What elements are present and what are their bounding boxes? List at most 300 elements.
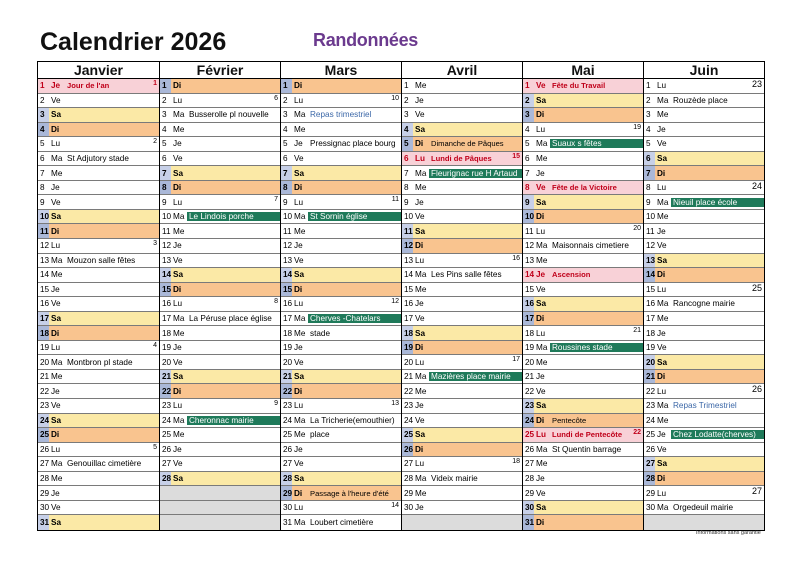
- day-cell: [38, 428, 159, 443]
- day-number: 3: [404, 110, 409, 120]
- day-number: 9: [404, 197, 409, 207]
- day-name: Ma: [657, 95, 669, 105]
- day-cell: [160, 515, 280, 530]
- day-cell: [160, 355, 280, 370]
- day-number: 29: [404, 488, 414, 498]
- day-number: 29: [40, 488, 50, 498]
- day-cell: [160, 428, 280, 443]
- day-cell: [523, 283, 643, 298]
- day-cell: [644, 239, 764, 254]
- day-cell: [402, 341, 522, 356]
- day-name: Sa: [415, 328, 426, 338]
- day-name: Je: [51, 488, 60, 498]
- day-name: Me: [51, 474, 63, 484]
- day-number: 14: [162, 270, 172, 280]
- day-cell: [644, 152, 764, 167]
- day-cell: [281, 166, 401, 181]
- day-name: Me: [657, 314, 669, 324]
- day-cell: [644, 384, 764, 399]
- day-name: Me: [51, 372, 63, 382]
- day-number: 29: [646, 488, 656, 498]
- day-cell: [644, 195, 764, 210]
- day-name: Je: [657, 328, 666, 338]
- day-cell: [644, 283, 764, 298]
- day-cell: [523, 457, 643, 472]
- day-name: Sa: [173, 270, 184, 280]
- day-number: 30: [525, 503, 535, 513]
- day-name: Lu: [657, 386, 667, 396]
- day-number: 15: [283, 284, 293, 294]
- day-cell: [160, 79, 280, 94]
- day-name: Ma: [294, 110, 306, 120]
- month-header: Janvier: [38, 62, 159, 79]
- day-number: 20: [162, 357, 172, 367]
- day-name: Me: [51, 168, 63, 178]
- day-cell: [644, 254, 764, 269]
- day-number: 4: [404, 124, 409, 134]
- day-cell: [38, 326, 159, 341]
- week-number: 3: [153, 240, 157, 248]
- day-number: 1: [525, 81, 530, 91]
- day-cell: [160, 399, 280, 414]
- day-name: Di: [415, 444, 424, 454]
- day-cell: [644, 399, 764, 414]
- day-name: Ve: [536, 488, 546, 498]
- day-name: Sa: [536, 401, 547, 411]
- day-cell: [644, 297, 764, 312]
- day-name: Je: [415, 503, 424, 513]
- day-cell: [523, 384, 643, 399]
- day-number: 9: [525, 197, 530, 207]
- day-name: Je: [415, 401, 424, 411]
- day-name: Ma: [173, 314, 185, 324]
- event-label: Fleurignac rue H Artaud: [429, 169, 522, 178]
- day-number: 23: [40, 401, 50, 411]
- day-name: Ma: [536, 139, 548, 149]
- event-label: Ascension: [552, 270, 591, 280]
- day-number: 30: [40, 503, 50, 513]
- day-cell: [644, 428, 764, 443]
- day-name: Je: [415, 197, 424, 207]
- day-name: Di: [173, 284, 182, 294]
- day-number: 17: [404, 314, 414, 324]
- week-number: 1: [153, 80, 157, 87]
- week-number: 22: [633, 429, 641, 437]
- day-cell: [281, 79, 401, 94]
- day-name: Lu: [657, 284, 667, 294]
- event-label: La Péruse place église: [189, 314, 272, 324]
- day-cell: [644, 370, 764, 385]
- day-name: Lu: [415, 459, 425, 469]
- day-cell: [644, 181, 764, 196]
- day-number: 2: [646, 95, 651, 105]
- day-number: 8: [162, 183, 167, 193]
- day-number: 16: [283, 299, 293, 309]
- day-number: 13: [283, 255, 293, 265]
- day-number: 28: [525, 474, 535, 484]
- day-number: 11: [283, 226, 292, 236]
- day-name: Ve: [415, 415, 425, 425]
- event-label: Fête du Travail: [552, 81, 606, 91]
- day-name: Sa: [536, 503, 547, 513]
- day-cell: [402, 79, 522, 94]
- day-cell: [160, 341, 280, 356]
- day-number: 7: [40, 168, 45, 178]
- day-name: Lu: [51, 343, 61, 353]
- day-name: Ma: [294, 314, 306, 324]
- day-number: 23: [162, 401, 172, 411]
- day-cell: [38, 384, 159, 399]
- day-name: Di: [51, 430, 60, 440]
- day-name: Me: [173, 430, 185, 440]
- day-number: 18: [404, 328, 414, 338]
- day-number: 10: [646, 212, 656, 222]
- day-cell: [644, 355, 764, 370]
- day-name: Lu: [415, 357, 425, 367]
- day-cell: [38, 370, 159, 385]
- day-number: 6: [162, 154, 167, 163]
- day-cell: [160, 166, 280, 181]
- day-name: Ve: [173, 154, 183, 163]
- day-name: Lu: [51, 241, 61, 251]
- event-label: Fête de la Victoire: [552, 183, 617, 193]
- day-cell: [160, 94, 280, 109]
- day-cell: [160, 181, 280, 196]
- day-name: Ma: [657, 401, 669, 411]
- day-number: 8: [40, 183, 45, 193]
- day-name: Ma: [173, 110, 185, 120]
- event-label: stade: [310, 328, 331, 338]
- event-label: Mouzon salle fêtes: [67, 255, 136, 265]
- day-number: 31: [525, 518, 535, 528]
- month-column: [280, 62, 401, 530]
- day-name: Je: [294, 444, 303, 454]
- day-name: Lu: [536, 226, 546, 236]
- day-cell: [281, 210, 401, 225]
- day-cell: [281, 108, 401, 123]
- day-name: Je: [657, 430, 666, 440]
- day-number: 30: [646, 503, 656, 513]
- day-number: 16: [162, 299, 172, 309]
- day-name: Ve: [294, 255, 304, 265]
- day-cell: [644, 486, 764, 501]
- day-cell: [402, 108, 522, 123]
- day-name: Lu: [415, 255, 425, 265]
- day-cell: [160, 108, 280, 123]
- day-cell: [281, 152, 401, 167]
- day-name: Ve: [51, 401, 61, 411]
- week-number: 19: [633, 123, 641, 131]
- day-name: Lu: [294, 299, 304, 309]
- day-name: Ve: [51, 95, 61, 105]
- day-cell: [281, 283, 401, 298]
- day-cell: [523, 370, 643, 385]
- day-name: Je: [173, 139, 182, 149]
- day-cell: [402, 137, 522, 152]
- day-cell: [644, 501, 764, 516]
- day-cell: [402, 501, 522, 516]
- day-cell: [402, 166, 522, 181]
- day-cell: [523, 123, 643, 138]
- day-name: Me: [51, 270, 63, 280]
- day-name: Ma: [536, 241, 548, 251]
- day-cell: [402, 428, 522, 443]
- day-number: 6: [646, 154, 651, 163]
- day-name: Lu: [536, 124, 546, 134]
- day-name: Ve: [657, 444, 667, 454]
- day-number: 6: [404, 154, 409, 163]
- day-cell: [402, 152, 522, 167]
- day-cell: [160, 297, 280, 312]
- day-cell: [523, 515, 643, 530]
- day-name: Sa: [294, 474, 305, 484]
- day-cell: [523, 486, 643, 501]
- day-number: 7: [404, 168, 409, 178]
- day-number: 7: [525, 168, 530, 178]
- day-cell: [523, 195, 643, 210]
- day-name: Sa: [415, 124, 426, 134]
- day-cell: [38, 297, 159, 312]
- day-name: Ve: [415, 110, 425, 120]
- day-number: 12: [40, 241, 50, 251]
- day-name: Je: [294, 139, 303, 149]
- day-name: Lu: [173, 95, 183, 105]
- day-name: Me: [415, 183, 427, 193]
- day-number: 24: [404, 415, 414, 425]
- day-cell: [281, 414, 401, 429]
- day-name: Lu: [294, 401, 304, 411]
- day-number: 13: [162, 255, 172, 265]
- day-cell: [281, 515, 401, 530]
- day-cell: [402, 254, 522, 269]
- day-number: 9: [40, 197, 45, 207]
- day-cell: [402, 486, 522, 501]
- day-name: Je: [294, 241, 303, 251]
- day-name: Di: [173, 386, 182, 396]
- day-number: 3: [525, 110, 530, 120]
- day-number: 3: [40, 110, 45, 120]
- day-name: Di: [51, 226, 60, 236]
- day-name: Di: [415, 343, 424, 353]
- day-cell: [402, 210, 522, 225]
- event-label: Repas Trimestriel: [673, 401, 737, 411]
- day-number: 9: [646, 197, 651, 207]
- day-cell: [523, 166, 643, 181]
- day-cell: [160, 414, 280, 429]
- day-number: 10: [283, 212, 293, 222]
- event-label: St Quentin barrage: [552, 444, 622, 454]
- event-label: place: [310, 430, 330, 440]
- event-label: Mazières place mairie: [429, 372, 522, 381]
- day-name: Ma: [173, 415, 185, 425]
- day-cell: [523, 399, 643, 414]
- day-number: 5: [283, 139, 288, 149]
- event-label: Maisonnais cimetiere: [552, 241, 629, 251]
- day-name: Ve: [657, 343, 667, 353]
- day-cell: [38, 210, 159, 225]
- day-number: 6: [283, 154, 288, 163]
- day-name: Je: [415, 95, 424, 105]
- week-number: 21: [633, 327, 641, 335]
- day-number: 1: [404, 81, 409, 91]
- day-cell: [38, 79, 159, 94]
- day-cell: [523, 443, 643, 458]
- day-cell: [38, 137, 159, 152]
- day-number: 9: [283, 197, 288, 207]
- day-number: 5: [404, 139, 409, 149]
- day-number: 16: [40, 299, 50, 309]
- day-cell: [38, 443, 159, 458]
- day-cell: [38, 414, 159, 429]
- day-name: Di: [294, 183, 303, 193]
- day-name: Di: [536, 110, 545, 120]
- day-name: Lu: [173, 401, 183, 411]
- event-label: Rancogne mairie: [673, 299, 735, 309]
- day-cell: [644, 268, 764, 283]
- week-number: 6: [274, 94, 278, 102]
- day-number: 7: [646, 168, 651, 178]
- day-number: 25: [40, 430, 50, 440]
- day-cell: [38, 472, 159, 487]
- day-cell: [644, 443, 764, 458]
- day-cell: [160, 283, 280, 298]
- day-cell: [523, 414, 643, 429]
- day-name: Ve: [415, 314, 425, 324]
- day-number: 16: [646, 299, 656, 309]
- day-cell: [402, 181, 522, 196]
- day-cell: [160, 443, 280, 458]
- day-cell: [523, 181, 643, 196]
- day-name: Sa: [51, 212, 62, 222]
- day-cell: [281, 312, 401, 327]
- day-number: 25: [162, 430, 172, 440]
- event-label: Jour de l'an: [67, 81, 110, 91]
- day-number: 19: [283, 343, 293, 353]
- day-number: 24: [646, 415, 656, 425]
- day-number: 10: [162, 212, 172, 222]
- day-cell: [402, 312, 522, 327]
- day-name: Je: [51, 284, 60, 294]
- day-cell: [38, 341, 159, 356]
- day-number: 22: [404, 386, 414, 396]
- day-cell: [281, 384, 401, 399]
- day-name: Sa: [536, 95, 547, 105]
- day-cell: [281, 326, 401, 341]
- day-cell: [160, 326, 280, 341]
- day-number: 11: [40, 226, 49, 236]
- day-number: 25: [283, 430, 293, 440]
- day-number: 18: [525, 328, 535, 338]
- day-number: 8: [525, 183, 530, 193]
- day-number: 9: [162, 197, 167, 207]
- day-cell: [402, 239, 522, 254]
- day-cell: [281, 123, 401, 138]
- day-name: Me: [536, 154, 548, 163]
- day-cell: [38, 195, 159, 210]
- day-number: 27: [283, 459, 293, 469]
- day-number: 26: [162, 444, 172, 454]
- day-number: 15: [525, 284, 535, 294]
- month-header: Mai: [523, 62, 643, 79]
- day-cell: [644, 224, 764, 239]
- day-number: 4: [525, 124, 530, 134]
- week-number: 18: [512, 458, 520, 466]
- day-number: 19: [404, 343, 414, 353]
- day-name: Sa: [51, 518, 62, 528]
- day-cell: [160, 384, 280, 399]
- day-number: 15: [40, 284, 50, 294]
- day-name: Ve: [294, 459, 304, 469]
- month-column: [38, 62, 159, 530]
- day-cell: [644, 79, 764, 94]
- day-cell: [402, 326, 522, 341]
- day-cell: [38, 486, 159, 501]
- event-label: Rouzède place: [673, 95, 728, 105]
- day-cell: [644, 341, 764, 356]
- day-name: Je: [173, 444, 182, 454]
- day-cell: [644, 457, 764, 472]
- day-name: Me: [657, 212, 669, 222]
- day-cell: [402, 384, 522, 399]
- day-number: 14: [40, 270, 50, 280]
- day-number: 24: [40, 415, 50, 425]
- event-label: Busserolle pl nouvelle: [189, 110, 269, 120]
- day-name: Me: [657, 415, 669, 425]
- day-name: Me: [173, 226, 185, 236]
- day-number: 3: [646, 110, 651, 120]
- day-name: Sa: [657, 459, 668, 469]
- event-label: La Tricherie(emouthier): [310, 415, 395, 425]
- day-cell: [38, 515, 159, 530]
- day-cell: [160, 501, 280, 516]
- month-header: Juin: [644, 62, 764, 79]
- day-number: 18: [283, 328, 293, 338]
- event-label: Roussines stade: [550, 343, 643, 352]
- day-number: 2: [404, 95, 409, 105]
- day-name: Me: [173, 328, 185, 338]
- day-number: 12: [283, 241, 293, 251]
- day-name: Sa: [51, 415, 62, 425]
- day-cell: [281, 181, 401, 196]
- day-number: 12: [162, 241, 172, 251]
- day-name: Lu: [51, 444, 61, 454]
- day-number: 29: [283, 488, 293, 498]
- day-name: Je: [294, 343, 303, 353]
- day-number: 1: [646, 81, 651, 91]
- day-cell: [281, 399, 401, 414]
- day-number: 31: [283, 518, 293, 528]
- day-name: Ma: [415, 474, 427, 484]
- day-number: 17: [40, 314, 50, 324]
- day-number: 10: [404, 212, 414, 222]
- day-name: Sa: [51, 110, 62, 120]
- day-cell: [160, 457, 280, 472]
- day-cell: [38, 181, 159, 196]
- day-name: Me: [294, 124, 306, 134]
- day-name: Ma: [294, 415, 306, 425]
- day-cell: [38, 312, 159, 327]
- week-number: 15: [512, 152, 520, 160]
- day-name: Di: [657, 270, 666, 280]
- day-name: Je: [536, 474, 545, 484]
- day-cell: [523, 94, 643, 109]
- day-name: Me: [173, 124, 185, 134]
- day-name: Ma: [657, 503, 669, 513]
- day-number: 13: [646, 255, 656, 265]
- day-cell: [402, 123, 522, 138]
- day-cell: [523, 137, 643, 152]
- day-cell: [644, 94, 764, 109]
